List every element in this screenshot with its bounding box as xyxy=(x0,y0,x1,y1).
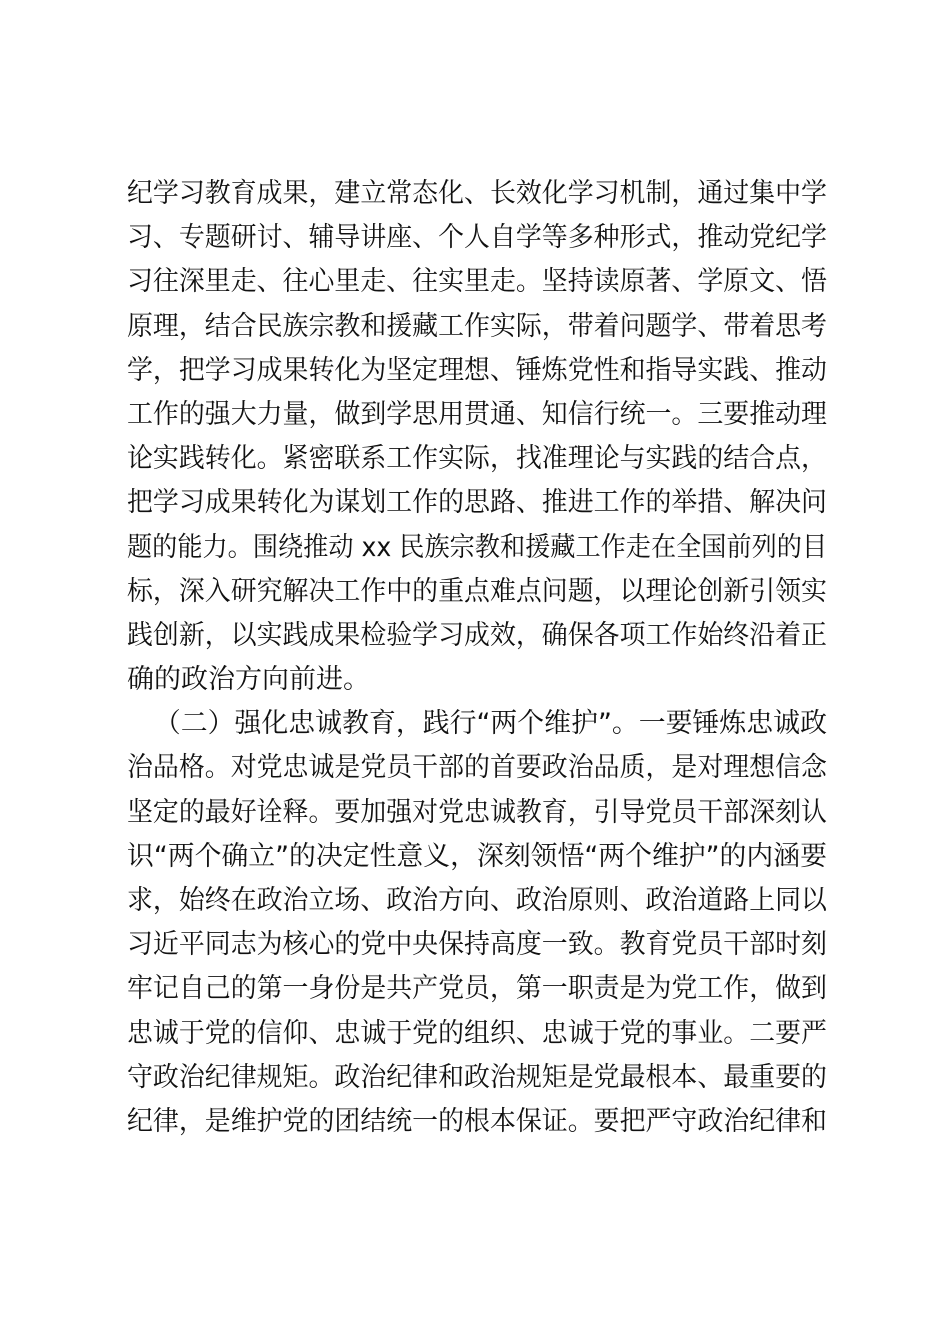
text-line: 识“两个确立”的决定性意义，深刻领悟“两个维护”的内涵要 xyxy=(127,840,827,872)
text-line: 题的能力。围绕推动 xx 民族宗教和援藏工作走在全国前列的目 xyxy=(127,531,828,563)
text-line: 论实践转化。紧密联系工作实际，找准理论与实践的结合点， xyxy=(127,443,827,475)
text-line: 坚定的最好诠释。要加强对党忠诚教育，引导党员干部深刻认 xyxy=(127,796,827,828)
text-line: 忠诚于党的信仰、忠诚于党的组织、忠诚于党的事业。二要严 xyxy=(127,1017,827,1049)
text-line: 治品格。对党忠诚是党员干部的首要政治品质，是对理想信念 xyxy=(127,752,827,784)
text-line: 习近平同志为核心的党中央保持高度一致。教育党员干部时刻 xyxy=(127,929,827,961)
text-line: 原理，结合民族宗教和援藏工作实际，带着问题学、带着思考 xyxy=(127,310,827,342)
text-line: 践创新，以实践成果检验学习成效，确保各项工作始终沿着正 xyxy=(127,619,827,651)
text-line: 确的政治方向前进。 xyxy=(127,664,370,696)
text-line: （二）强化忠诚教育，践行“两个维护”。一要锤炼忠诚政 xyxy=(153,708,827,740)
text-line: 学，把学习成果转化为坚定理想、锤炼党性和指导实践、推动 xyxy=(127,354,827,386)
text-line: 守政治纪律规矩。政治纪律和政治规矩是党最根本、最重要的 xyxy=(127,1061,827,1093)
text-line: 习往深里走、往心里走、往实里走。坚持读原著、学原文、悟 xyxy=(127,266,827,298)
text-line: 把学习成果转化为谋划工作的思路、推进工作的举措、解决问 xyxy=(127,487,827,519)
text-line: 牢记自己的第一身份是共产党员，第一职责是为党工作，做到 xyxy=(127,973,827,1005)
body-text xyxy=(127,172,827,1144)
text-line: 求，始终在政治立场、政治方向、政治原则、政治道路上同以 xyxy=(127,885,827,916)
text-line: 标，深入研究解决工作中的重点难点问题，以理论创新引领实 xyxy=(127,575,827,607)
text-line: 纪律，是维护党的团结统一的根本保证。要把严守政治纪律和 xyxy=(127,1105,827,1137)
text-line: 习、专题研讨、辅导讲座、个人自学等多种形式，推动党纪学 xyxy=(127,222,827,254)
text-line: 纪学习教育成果，建立常态化、长效化学习机制，通过集中学 xyxy=(127,178,827,209)
text-line: 工作的强大力量，做到学思用贯通、知信行统一。三要推动理 xyxy=(127,398,827,430)
